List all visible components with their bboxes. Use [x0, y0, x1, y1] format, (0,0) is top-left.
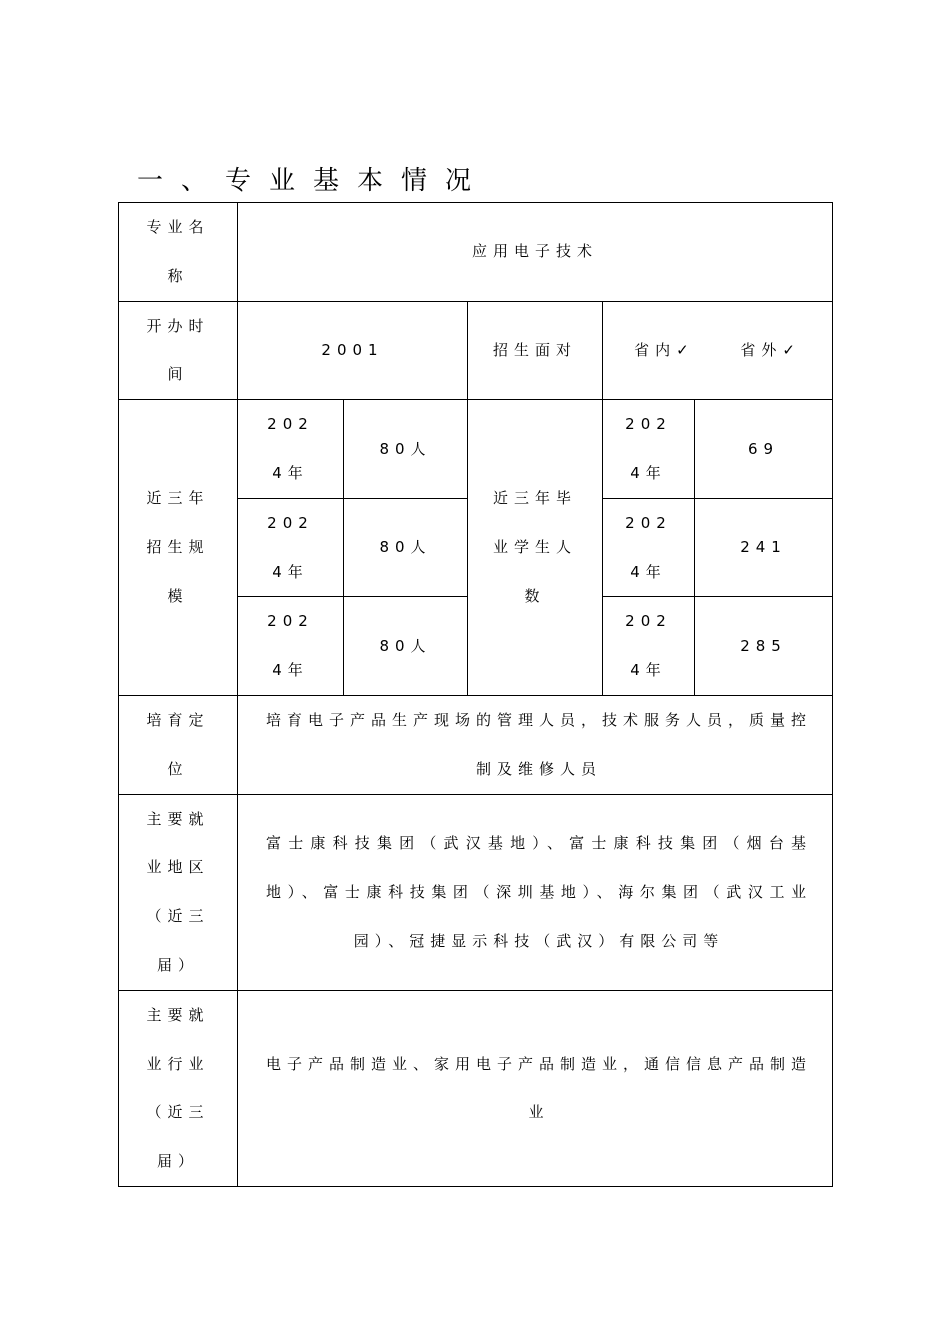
- scale-year-2: 2024年: [267, 513, 314, 581]
- employment-region-value: 富士康科技集团（武汉基地）、富士康科技集团（烟台基地）、富士康科技集团（深圳基地）、海尔集团（武汉工业园）、冠捷显示科技（武汉）有限公司等: [266, 833, 813, 950]
- enrollment-scale-label-cell: [119, 400, 238, 696]
- start-time-label-cell: [119, 301, 238, 400]
- positioning-value: 培育电子产品生产现场的管理人员，技术服务人员，质量控制及维修人员: [266, 710, 813, 778]
- positioning-label: 培育定位: [146, 710, 210, 778]
- employment-industry-label: 主要就业行业（近三届）: [146, 1005, 210, 1171]
- graduates-label-cell: [468, 400, 603, 696]
- scale-year-3: 2024年: [267, 612, 314, 680]
- graduates-label: 近三年毕业学生人数: [492, 489, 577, 605]
- scale-year-1-cell: [238, 400, 344, 499]
- grad-count-3: 285: [695, 597, 833, 696]
- scale-year-2-cell: [238, 498, 344, 597]
- major-name-label-cell: [119, 203, 238, 302]
- row-employment-industry: [119, 990, 833, 1186]
- row-major-name: [119, 203, 833, 302]
- employment-region-label: 主要就业地区（近三届）: [146, 809, 210, 974]
- grad-year-3-cell: [603, 597, 695, 696]
- province-out: 省外✓: [740, 340, 801, 359]
- province-in: 省内✓: [634, 340, 695, 359]
- grad-year-2: 2024年: [625, 513, 672, 581]
- major-name-value: 应用电子技术: [238, 203, 833, 302]
- major-info-table: [118, 202, 833, 1187]
- row-positioning: [119, 695, 833, 794]
- enrollment-target-label: 招生面对: [468, 301, 603, 400]
- scale-year-3-cell: [238, 597, 344, 696]
- employment-industry-value: 电子产品制造业、家用电子产品制造业，通信信息产品制造业: [266, 1054, 813, 1122]
- start-time-value: 2001: [238, 301, 468, 400]
- employment-region-value-cell: [238, 794, 833, 990]
- start-time-label: 开办时间: [146, 316, 210, 384]
- enrollment-target-value-cell: [603, 301, 833, 400]
- grad-year-1: 2024年: [625, 415, 672, 482]
- positioning-label-cell: [119, 695, 238, 794]
- employment-industry-value-cell: [238, 990, 833, 1186]
- scale-year-1: 2024年: [267, 415, 314, 482]
- employment-region-label-cell: [119, 794, 238, 990]
- grad-count-1: 69: [695, 400, 833, 499]
- grad-year-1-cell: [603, 400, 695, 499]
- major-name-label: 专业名称: [146, 218, 210, 285]
- scale-count-3: 80人: [344, 597, 468, 696]
- row-start-time: [119, 301, 833, 400]
- positioning-value-cell: [238, 695, 833, 794]
- row-scale-1: [119, 400, 833, 499]
- row-employment-region: [119, 794, 833, 990]
- scale-count-2: 80人: [344, 498, 468, 597]
- page-title: 一、专业基本情况: [137, 166, 490, 196]
- enrollment-scale-label: 近三年招生规模: [146, 489, 210, 605]
- grad-year-3: 2024年: [625, 612, 672, 680]
- employment-industry-label-cell: [119, 990, 238, 1186]
- scale-count-1: 80人: [344, 400, 468, 499]
- grad-year-2-cell: [603, 498, 695, 597]
- grad-count-2: 241: [695, 498, 833, 597]
